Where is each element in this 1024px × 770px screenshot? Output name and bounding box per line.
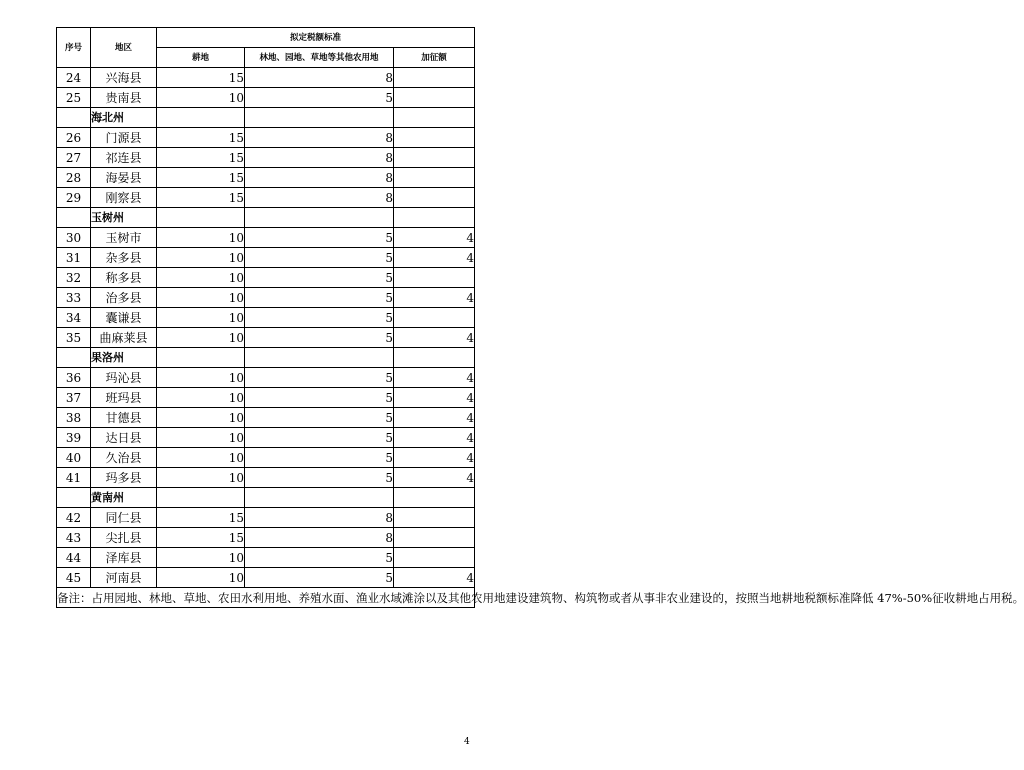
region-cell: 尖扎县	[91, 528, 157, 548]
surcharge-value: 4	[394, 408, 475, 428]
cultivated-land-value: 15	[157, 148, 245, 168]
region-cell: 同仁县	[91, 508, 157, 528]
surcharge-value	[394, 188, 475, 208]
table-row	[57, 468, 475, 488]
group-empty-cell	[245, 348, 394, 368]
region-cell: 海晏县	[91, 168, 157, 188]
seq-cell: 33	[57, 288, 91, 308]
region-cell: 玛多县	[91, 468, 157, 488]
group-empty-cell	[394, 208, 475, 228]
other-farmland-value: 5	[245, 88, 394, 108]
cultivated-land-value: 10	[157, 228, 245, 248]
group-empty-cell	[245, 208, 394, 228]
region-cell: 玉树市	[91, 228, 157, 248]
group-empty-cell	[157, 108, 245, 128]
table-row	[57, 68, 475, 88]
region-cell: 班玛县	[91, 388, 157, 408]
surcharge-value	[394, 548, 475, 568]
table-note: 备注：占用园地、林地、草地、农田水利用地、养殖水面、渔业水域滩涂以及其他农用地建设建筑物、构筑物或者从事非农业建设的，按照当地耕地税额标准降低 47%-50%征收耕地占用税。	[57, 588, 475, 608]
header-standard: 拟定税额标准	[157, 28, 475, 48]
seq-cell: 44	[57, 548, 91, 568]
note-row	[57, 588, 475, 608]
cultivated-land-value: 15	[157, 188, 245, 208]
group-row	[57, 108, 475, 128]
region-cell: 囊谦县	[91, 308, 157, 328]
page-number: 4	[464, 737, 470, 747]
table-row	[57, 548, 475, 568]
group-seq-cell	[57, 208, 91, 228]
cultivated-land-value: 10	[157, 368, 245, 388]
table-row	[57, 248, 475, 268]
other-farmland-value: 5	[245, 228, 394, 248]
group-empty-cell	[245, 488, 394, 508]
seq-cell: 40	[57, 448, 91, 468]
surcharge-value	[394, 168, 475, 188]
region-cell: 门源县	[91, 128, 157, 148]
header-region: 地区	[91, 28, 157, 68]
surcharge-value: 4	[394, 448, 475, 468]
region-cell: 治多县	[91, 288, 157, 308]
other-farmland-value: 5	[245, 248, 394, 268]
cultivated-land-value: 10	[157, 468, 245, 488]
other-farmland-value: 5	[245, 428, 394, 448]
header-other-farmland: 林地、园地、草地等其他农用地	[245, 48, 394, 68]
table-row	[57, 288, 475, 308]
seq-cell: 24	[57, 68, 91, 88]
surcharge-value: 4	[394, 568, 475, 588]
other-farmland-value: 5	[245, 408, 394, 428]
group-seq-cell	[57, 108, 91, 128]
header-row-1	[57, 28, 475, 48]
seq-cell: 42	[57, 508, 91, 528]
cultivated-land-value: 10	[157, 568, 245, 588]
surcharge-value: 4	[394, 468, 475, 488]
other-farmland-value: 8	[245, 168, 394, 188]
cultivated-land-value: 15	[157, 168, 245, 188]
region-cell: 甘德县	[91, 408, 157, 428]
seq-cell: 39	[57, 428, 91, 448]
cultivated-land-value: 10	[157, 428, 245, 448]
group-name: 玉树州	[91, 208, 157, 228]
region-cell: 达日县	[91, 428, 157, 448]
group-empty-cell	[157, 488, 245, 508]
region-cell: 贵南县	[91, 88, 157, 108]
region-cell: 曲麻莱县	[91, 328, 157, 348]
other-farmland-value: 5	[245, 388, 394, 408]
group-empty-cell	[157, 348, 245, 368]
group-empty-cell	[394, 488, 475, 508]
table-row	[57, 508, 475, 528]
group-seq-cell	[57, 488, 91, 508]
surcharge-value	[394, 528, 475, 548]
other-farmland-value: 5	[245, 288, 394, 308]
surcharge-value	[394, 268, 475, 288]
seq-cell: 37	[57, 388, 91, 408]
group-row	[57, 488, 475, 508]
header-seq: 序号	[57, 28, 91, 68]
table-row	[57, 148, 475, 168]
cultivated-land-value: 10	[157, 268, 245, 288]
region-cell: 祁连县	[91, 148, 157, 168]
table-row	[57, 168, 475, 188]
region-cell: 兴海县	[91, 68, 157, 88]
surcharge-value: 4	[394, 428, 475, 448]
seq-cell: 35	[57, 328, 91, 348]
surcharge-value	[394, 128, 475, 148]
group-empty-cell	[394, 348, 475, 368]
table-row	[57, 388, 475, 408]
table-row	[57, 308, 475, 328]
cultivated-land-value: 15	[157, 128, 245, 148]
cultivated-land-value: 10	[157, 308, 245, 328]
table-row	[57, 428, 475, 448]
other-farmland-value: 8	[245, 148, 394, 168]
surcharge-value	[394, 88, 475, 108]
surcharge-value: 4	[394, 288, 475, 308]
surcharge-value: 4	[394, 328, 475, 348]
tax-standard-table	[56, 27, 1024, 608]
region-cell: 久治县	[91, 448, 157, 468]
table-row	[57, 448, 475, 468]
table-row	[57, 88, 475, 108]
region-cell: 河南县	[91, 568, 157, 588]
table-row	[57, 368, 475, 388]
group-empty-cell	[394, 108, 475, 128]
cultivated-land-value: 15	[157, 528, 245, 548]
surcharge-value: 4	[394, 248, 475, 268]
other-farmland-value: 5	[245, 468, 394, 488]
seq-cell: 25	[57, 88, 91, 108]
region-cell: 称多县	[91, 268, 157, 288]
other-farmland-value: 8	[245, 528, 394, 548]
other-farmland-value: 5	[245, 568, 394, 588]
surcharge-value	[394, 308, 475, 328]
seq-cell: 31	[57, 248, 91, 268]
group-empty-cell	[157, 208, 245, 228]
table-row	[57, 528, 475, 548]
cultivated-land-value: 10	[157, 388, 245, 408]
header-cultivated-land: 耕地	[157, 48, 245, 68]
seq-cell: 26	[57, 128, 91, 148]
seq-cell: 27	[57, 148, 91, 168]
group-name: 黄南州	[91, 488, 157, 508]
other-farmland-value: 5	[245, 328, 394, 348]
cultivated-land-value: 10	[157, 328, 245, 348]
seq-cell: 43	[57, 528, 91, 548]
cultivated-land-value: 10	[157, 548, 245, 568]
table-row	[57, 568, 475, 588]
seq-cell: 28	[57, 168, 91, 188]
group-empty-cell	[245, 108, 394, 128]
other-farmland-value: 5	[245, 268, 394, 288]
cultivated-land-value: 10	[157, 408, 245, 428]
table-row	[57, 408, 475, 428]
region-cell: 刚察县	[91, 188, 157, 208]
other-farmland-value: 5	[245, 448, 394, 468]
group-row	[57, 348, 475, 368]
seq-cell: 34	[57, 308, 91, 328]
seq-cell: 41	[57, 468, 91, 488]
seq-cell: 38	[57, 408, 91, 428]
region-cell: 泽库县	[91, 548, 157, 568]
group-row	[57, 208, 475, 228]
surcharge-value: 4	[394, 228, 475, 248]
group-name: 果洛州	[91, 348, 157, 368]
seq-cell: 36	[57, 368, 91, 388]
surcharge-value	[394, 508, 475, 528]
group-seq-cell	[57, 348, 91, 368]
cultivated-land-value: 10	[157, 248, 245, 268]
surcharge-value: 4	[394, 388, 475, 408]
other-farmland-value: 5	[245, 548, 394, 568]
region-cell: 杂多县	[91, 248, 157, 268]
seq-cell: 32	[57, 268, 91, 288]
table-row	[57, 188, 475, 208]
table-row	[57, 328, 475, 348]
cultivated-land-value: 15	[157, 508, 245, 528]
other-farmland-value: 8	[245, 188, 394, 208]
surcharge-value	[394, 148, 475, 168]
region-cell: 玛沁县	[91, 368, 157, 388]
header-surcharge: 加征额	[394, 48, 475, 68]
seq-cell: 29	[57, 188, 91, 208]
other-farmland-value: 5	[245, 368, 394, 388]
table-body	[57, 68, 475, 588]
cultivated-land-value: 10	[157, 288, 245, 308]
other-farmland-value: 5	[245, 308, 394, 328]
seq-cell: 45	[57, 568, 91, 588]
seq-cell: 30	[57, 228, 91, 248]
cultivated-land-value: 10	[157, 88, 245, 108]
cultivated-land-value: 10	[157, 448, 245, 468]
other-farmland-value: 8	[245, 68, 394, 88]
table-row	[57, 268, 475, 288]
table-row	[57, 128, 475, 148]
other-farmland-value: 8	[245, 128, 394, 148]
table-row	[57, 228, 475, 248]
cultivated-land-value: 15	[157, 68, 245, 88]
surcharge-value	[394, 68, 475, 88]
group-name: 海北州	[91, 108, 157, 128]
surcharge-value: 4	[394, 368, 475, 388]
other-farmland-value: 8	[245, 508, 394, 528]
